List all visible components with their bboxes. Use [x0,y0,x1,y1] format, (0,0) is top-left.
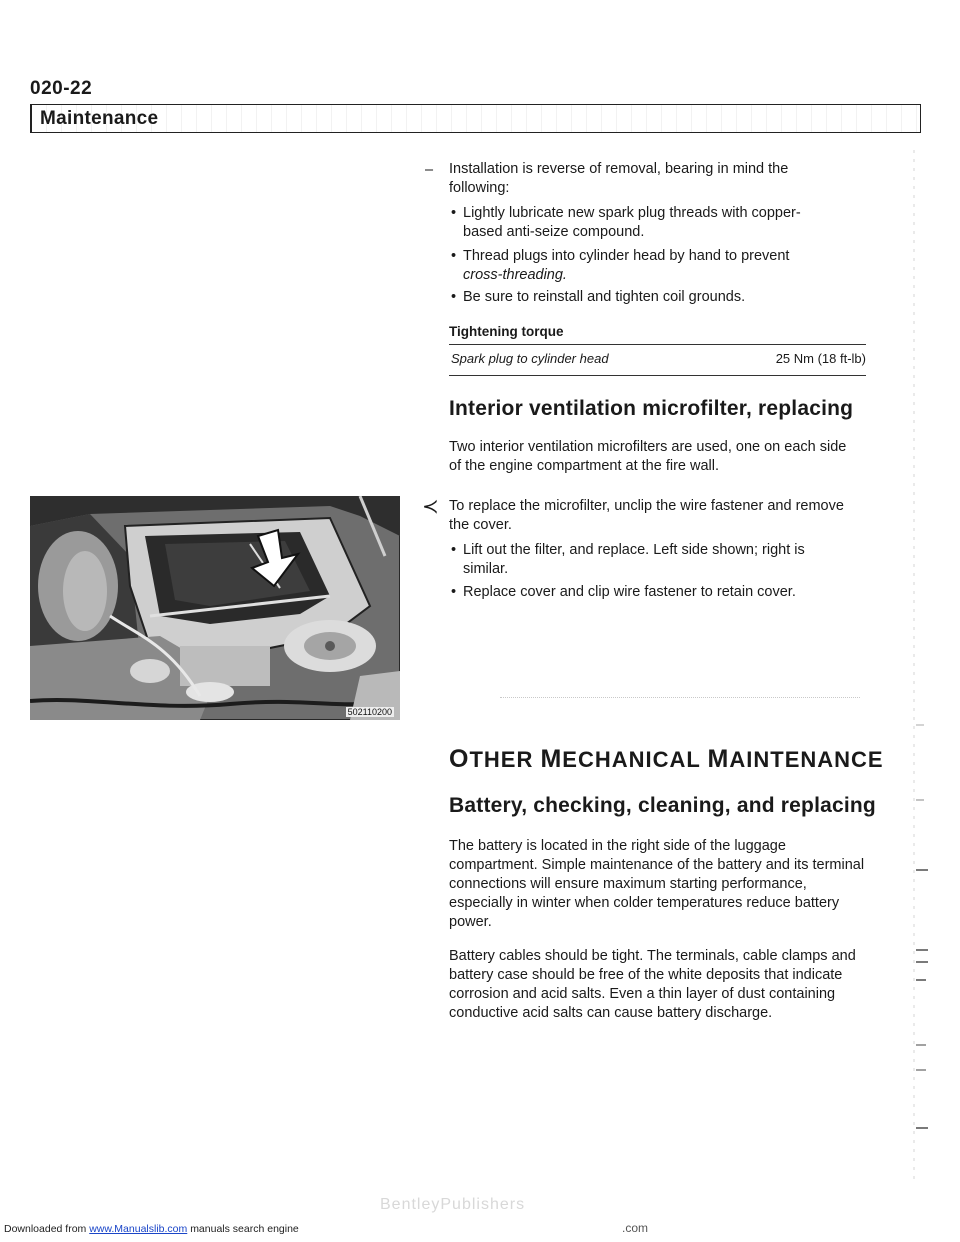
microfilter-bullet-2: • Replace cover and clip wire fastener to retain cover. [463,583,853,602]
section-title-maintenance: Maintenance [40,108,159,129]
install-intro: Installation is reverse of removal, bearing in mind the following: [449,161,789,196]
scan-edge-marks [904,150,928,1180]
engine-bay-illustration [30,496,400,720]
page-number: 020-22 [30,78,93,99]
watermark-bentley: BentleyPublishers [380,1196,526,1213]
battery-paragraph-1: The battery is located in the right side of the luggage compartment. Simple maintenance of the battery and its terminal connections will ensure maximum starting performance, especially in winter when colder temperatures reduce battery power. [449,838,865,930]
photo-id: 502110200 [347,707,392,717]
figure-pointer-icon: ≺ [422,496,439,518]
install-bullet-2: • Thread plugs into cylinder head by hand to prevent [463,247,843,266]
section-header [30,104,921,133]
battery-heading: Battery, checking, cleaning, and replacing [449,794,876,817]
scan-artifact [500,697,860,698]
torque-label: Spark plug to cylinder head [451,351,609,366]
torque-value: 25 Nm (18 ft-lb) [775,351,866,366]
battery-paragraph-2: Battery cables should be tight. The terminals, cable clamps and battery case should be free of the white deposits that indicate corrosion and acid salts. Even a thin layer of dust containing conductive acid salts can cause battery discharge. [449,948,856,1021]
microfilter-intro: Two interior ventilation microfilters are used, one on each side of the engine compartment at the fire wall. [449,439,847,474]
microfilter-bullet-1: • Lift out the filter, and replace. Left side shown; right is similar. [463,541,843,579]
microfilter-heading: Interior ventilation microfilter, replacing [449,397,854,420]
install-bullet-2-cont: cross-threading. [463,267,567,283]
microfilter-photo [30,496,400,720]
watermark-com: .com [622,1221,649,1235]
manualslib-link[interactable]: www.Manualslib.com [89,1223,188,1235]
torque-table [449,344,866,376]
torque-heading: Tightening torque [449,324,564,339]
other-maintenance-title: OTHER MECHANICAL MAINTENANCE [449,745,884,773]
step-dash: – [425,162,434,178]
install-bullet-3: • Be sure to reinstall and tighten coil grounds. [463,288,843,307]
install-bullet-1: • Lightly lubricate new spark plug threads with copper-based anti-seize compound. [463,204,823,242]
microfilter-step: To replace the microfilter, unclip the wire fastener and remove the cover. [449,498,844,533]
footer: Downloaded from www.Manualslib.com manuals search engine [4,1223,299,1235]
